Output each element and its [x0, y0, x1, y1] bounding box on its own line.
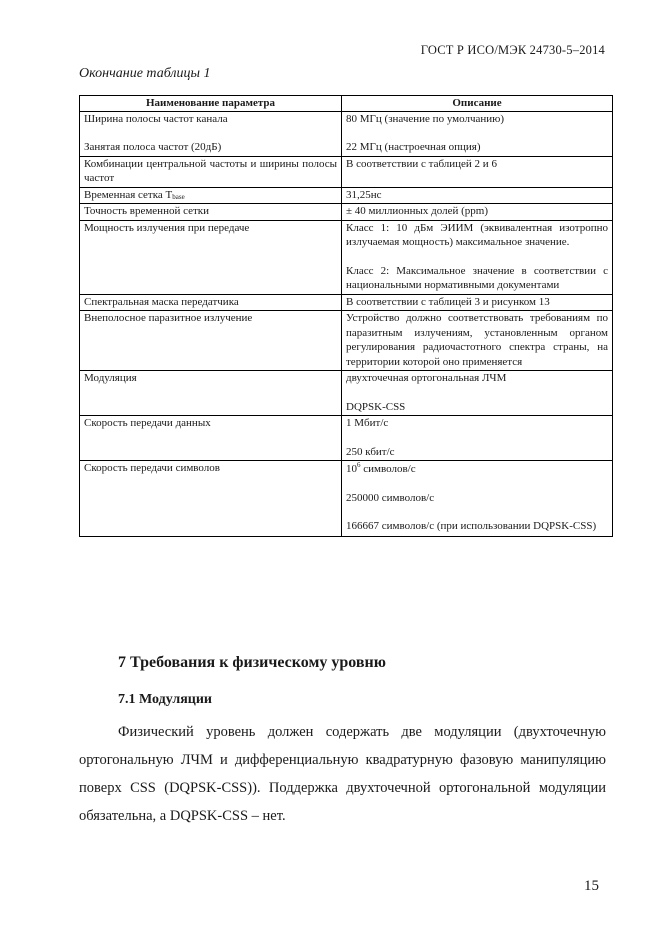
table-row: [80, 371, 613, 416]
param-desc: DQPSK-CSS: [346, 400, 406, 413]
param-desc-cell: [342, 156, 613, 187]
param-desc-cell: [342, 311, 613, 371]
table-row: [80, 416, 613, 461]
param-name-cell: [80, 204, 342, 221]
param-desc: 166667 символов/с (при использовании DQPSK-CSS): [346, 520, 597, 533]
table-row: [80, 111, 613, 156]
table-row: [80, 294, 613, 311]
page-number: 15: [584, 878, 599, 894]
param-desc: 80 МГц (значение по умолчанию): [346, 112, 505, 125]
param-name: Комбинации центральной частоты и ширины полосы частот: [84, 157, 337, 185]
param-name-cell: [80, 187, 342, 204]
param-name-cell: [80, 294, 342, 311]
param-desc: В соответствии с таблицей 2 и 6: [346, 157, 497, 170]
table-row: [80, 461, 613, 537]
param-desc: Класс 1: 10 дБм ЭИИМ (эквивалентная изотропно излучаемая мощность) максимальное значение.: [346, 221, 608, 249]
param-name: Занятая полоса частот (20дБ): [84, 141, 222, 154]
param-desc: двухточечная ортогональная ЛЧМ: [346, 372, 507, 385]
param-name-cell: [80, 220, 342, 294]
param-name-cell: [80, 156, 342, 187]
param-desc: В соответствии с таблицей 3 и рисунком 13: [346, 295, 550, 308]
param-desc-cell: [342, 371, 613, 416]
param-desc: 1 Мбит/с: [346, 417, 389, 430]
table-row: [80, 204, 613, 221]
param-desc-unit: символов/с: [360, 463, 416, 476]
param-desc: [346, 461, 608, 477]
table-row: [80, 220, 613, 294]
table-row: [80, 311, 613, 371]
param-desc: Устройство должно соответствовать требованиям по паразитным излучениям, установленным органом регулирования радиочастотного спектра страны, на территории которой оно применяется: [346, 312, 608, 368]
param-desc-base: 10: [346, 463, 357, 476]
param-name: Мощность излучения при передаче: [84, 221, 250, 234]
param-desc-cell: [342, 416, 613, 461]
subscript: base: [172, 192, 185, 201]
param-desc-cell: [342, 220, 613, 294]
param-desc: 250 кбит/с: [346, 445, 395, 458]
parameters-table: [79, 95, 613, 537]
param-desc: 250000 символов/с: [346, 491, 435, 504]
column-header-parameter: Наименование параметра: [80, 96, 342, 112]
superscript: 6: [357, 461, 361, 470]
param-name: Скорость передачи символов: [84, 462, 220, 475]
column-header-description: Описание: [342, 96, 613, 112]
param-name: Временная сетка T: [84, 188, 173, 201]
table-header-row: [80, 96, 613, 112]
param-desc-cell: [342, 111, 613, 156]
body-paragraph: Физический уровень должен содержать две модуляции (двухточечную ортогональную ЛЧМ и дифференциальную квадратурную фазовую манипуляцию поверх CSS (DQPSK-CSS)). Поддержка двухточечной ортогональной модуляции обязательна, а DQPSK-CSS – нет.: [79, 724, 606, 824]
param-name-cell: [80, 416, 342, 461]
param-desc-cell: [342, 294, 613, 311]
standard-header: ГОСТ Р ИСО/МЭК 24730-5–2014: [420, 43, 605, 57]
param-desc: Класс 2: Максимальное значение в соответствии с национальными нормативными документами: [346, 264, 608, 292]
param-name: Внеполосное паразитное излучение: [84, 312, 253, 325]
param-name: Точность временной сетки: [84, 205, 210, 218]
param-name: Модуляция: [84, 372, 137, 385]
section-heading: 7 Требования к физическому уровню: [118, 654, 386, 671]
param-name-cell: [80, 461, 342, 537]
table-row: [80, 187, 613, 204]
param-desc-cell: [342, 204, 613, 221]
table-caption: Окончание таблицы 1: [79, 66, 211, 81]
param-name-cell: [80, 371, 342, 416]
param-name-cell: [80, 311, 342, 371]
table-row: [80, 156, 613, 187]
param-desc: 31,25нс: [346, 188, 382, 201]
param-name: Ширина полосы частот канала: [84, 112, 228, 125]
param-name: Скорость передачи данных: [84, 417, 211, 430]
param-desc: ± 40 миллионных долей (ppm): [346, 205, 489, 218]
param-desc-cell: [342, 187, 613, 204]
param-desc: 22 МГц (настроечная опция): [346, 141, 481, 154]
subsection-heading: 7.1 Модуляции: [118, 692, 212, 707]
param-name-cell: [80, 111, 342, 156]
param-desc-cell: [342, 461, 613, 537]
param-name: Спектральная маска передатчика: [84, 295, 239, 308]
